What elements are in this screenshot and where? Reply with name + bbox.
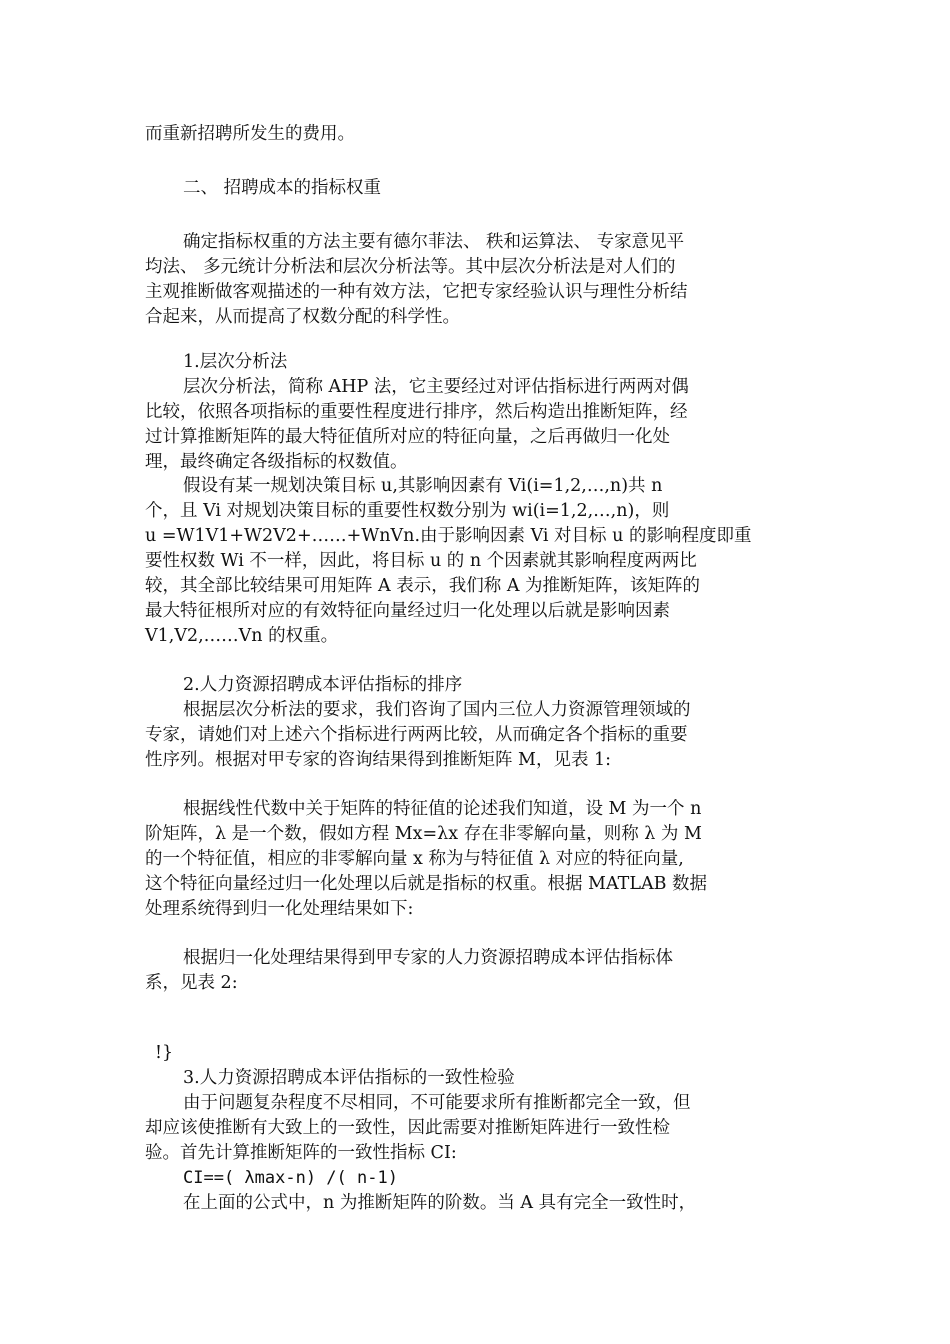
subsection-heading: 3.人力资源招聘成本评估指标的一致性检验 xyxy=(183,1068,515,1088)
paragraph-line: 主观推断做客观描述的一种有效方法，它把专家经验认识与理性分析结 xyxy=(145,282,688,302)
paragraph-line: 确定指标权重的方法主要有德尔菲法、 秩和运算法、 专家意见平 xyxy=(183,232,685,252)
paragraph-line: 根据线性代数中关于矩阵的特征值的论述我们知道，设 M 为一个 n xyxy=(183,799,702,819)
paragraph-line: 最大特征根所对应的有效特征向量经过归一化处理以后就是影响因素 xyxy=(145,601,670,621)
paragraph-line: 合起来，从而提高了权数分配的科学性。 xyxy=(145,307,460,327)
paragraph-line: 专家，请她们对上述六个指标进行两两比较，从而确定各个指标的重要 xyxy=(145,725,688,745)
paragraph-line: 系，见表 2: xyxy=(145,973,238,993)
paragraph-line: 验。首先计算推断矩阵的一致性指标 CI: xyxy=(145,1143,457,1163)
subsection-heading: 1.层次分析法 xyxy=(183,352,288,372)
paragraph-line: 根据归一化处理结果得到甲专家的人力资源招聘成本评估指标体 xyxy=(183,948,673,968)
paragraph-line: 过计算推断矩阵的最大特征值所对应的特征向量，之后再做归一化处 xyxy=(145,427,670,447)
paragraph-line: 均法、 多元统计分析法和层次分析法等。其中层次分析法是对人们的 xyxy=(145,257,676,277)
paragraph-line: 假设有某一规划决策目标 u,其影响因素有 Vi(i=1,2,…,n)共 n xyxy=(183,476,663,496)
paragraph-line: 而重新招聘所发生的费用。 xyxy=(145,124,355,144)
section-heading: 二、 招聘成本的指标权重 xyxy=(183,178,382,198)
paragraph-line: 个，且 Vi 对规划决策目标的重要性权数分别为 wi(i=1,2,…,n)，则 xyxy=(145,501,670,521)
paragraph-line: 比较，依照各项指标的重要性程度进行排序，然后构造出推断矩阵，经 xyxy=(145,402,688,422)
paragraph-line: V1,V2,……Vn 的权重。 xyxy=(145,626,339,646)
paragraph-line: 却应该使推断有大致上的一致性，因此需要对推断矩阵进行一致性检 xyxy=(145,1118,670,1138)
paragraph-line: 性序列。根据对甲专家的咨询结果得到推断矩阵 M，见表 1: xyxy=(145,750,612,770)
paragraph-line: 在上面的公式中，n 为推断矩阵的阶数。当 A 具有完全一致性时， xyxy=(183,1193,697,1213)
paragraph-line: 要性权数 Wi 不一样，因此，将目标 u 的 n 个因素就其影响程度两两比 xyxy=(145,551,697,571)
paragraph-line: 阶矩阵，λ 是一个数，假如方程 Mx=λx 存在非零解向量，则称 λ 为 M xyxy=(145,824,702,844)
subsection-heading: 2.人力资源招聘成本评估指标的排序 xyxy=(183,675,463,695)
paragraph-line: 由于问题复杂程度不尽相同，不可能要求所有推断都完全一致，但 xyxy=(183,1093,691,1113)
paragraph-line: 较，其全部比较结果可用矩阵 A 表示，我们称 A 为推断矩阵，该矩阵的 xyxy=(145,576,701,596)
paragraph-line: 理，最终确定各级指标的权数值。 xyxy=(145,452,408,472)
stray-mark: !} xyxy=(155,1043,174,1063)
paragraph-line: 处理系统得到归一化处理结果如下: xyxy=(145,899,414,919)
paragraph-line: 层次分析法，简称 AHP 法，它主要经过对评估指标进行两两对偶 xyxy=(183,377,689,397)
paragraph-line: 这个特征向量经过归一化处理以后就是指标的权重。根据 MATLAB 数据 xyxy=(145,874,708,894)
paragraph-line: u =W1V1+W2V2+……+WnVn.由于影响因素 Vi 对目标 u 的影响程度即重 xyxy=(145,526,752,546)
formula-line: CI==( λmax-n) /( n-1) xyxy=(183,1168,398,1188)
paragraph-line: 的一个特征值，相应的非零解向量 x 称为与特征值 λ 对应的特征向量, xyxy=(145,849,684,869)
paragraph-line: 根据层次分析法的要求，我们咨询了国内三位人力资源管理领域的 xyxy=(183,700,691,720)
